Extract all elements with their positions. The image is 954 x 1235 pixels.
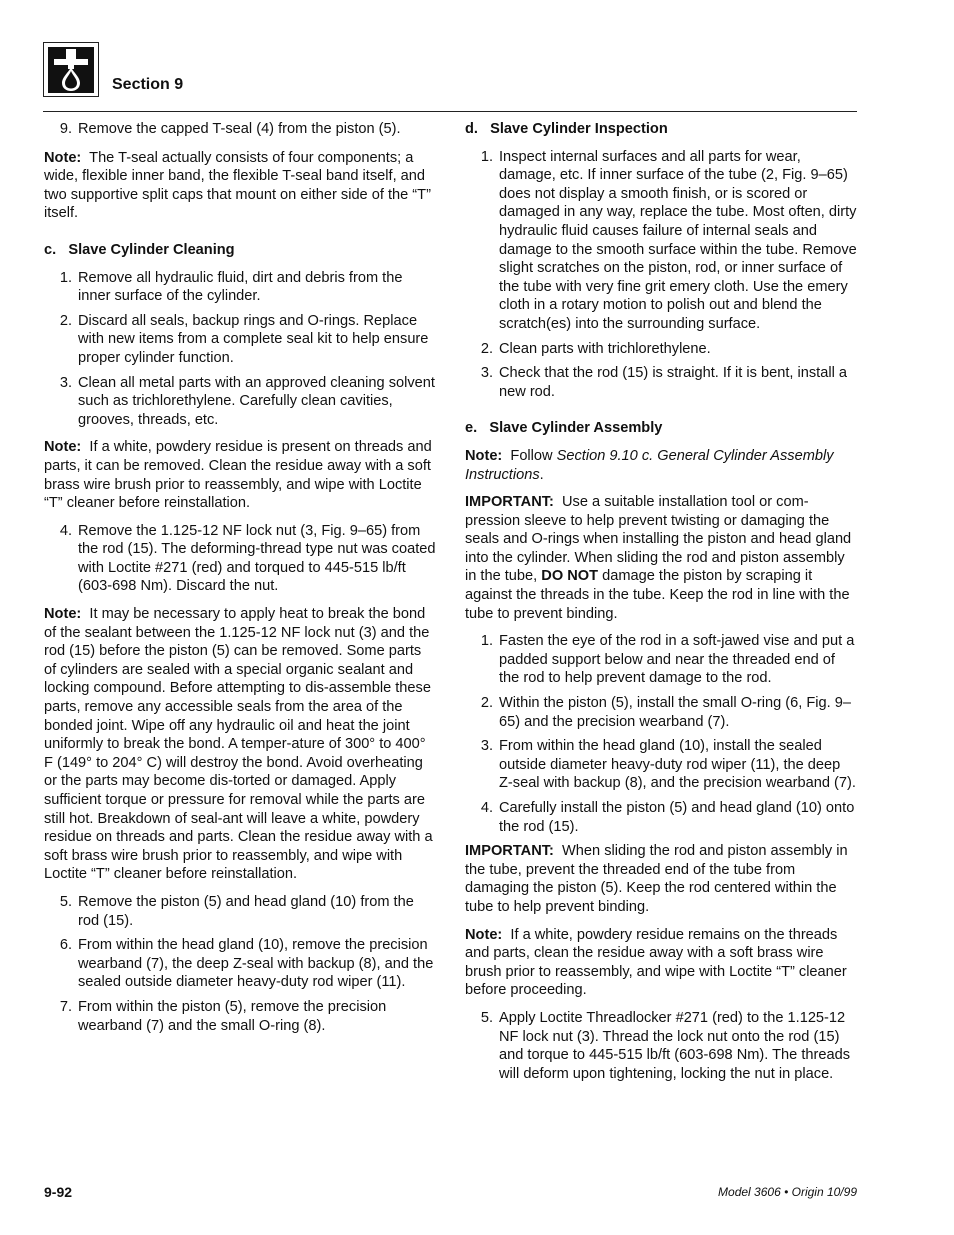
item-text: Clean parts with trichlorethylene.	[499, 340, 711, 357]
item-text: Fasten the eye of the rod in a soft-jawed vise and put a padded support below and near the threaded end of the rod to help prevent damage to the rod.	[499, 633, 855, 687]
important-label: IMPORTANT:	[465, 843, 554, 860]
right-column	[465, 120, 857, 1089]
list-item	[465, 799, 857, 836]
item-text: From within the head gland (10), install the sealed outside diameter heavy-duty rod wiper (11), the deep Z-seal with backup (8), and the precision wearband (7).	[499, 738, 856, 792]
section-title: Section 9	[112, 76, 184, 93]
note-label: Note:	[44, 439, 82, 456]
note-label: Note:	[465, 447, 503, 464]
section-heading-inspection: d. Slave Cylinder Inspection	[465, 121, 668, 137]
list-item	[465, 694, 857, 731]
note-end: .	[539, 466, 544, 483]
item-number: 5.	[480, 1009, 493, 1026]
list-item	[44, 998, 436, 1035]
list-item	[44, 374, 436, 430]
list-item	[465, 737, 857, 793]
important-text: damage the piston by scraping it against the threads in the tube. Keep the rod in line with the tube to prevent binding.	[465, 568, 850, 622]
do-not-emphasis: DO NOT	[541, 568, 599, 585]
item-number: 1.	[59, 269, 72, 286]
item-number: 9.	[59, 121, 72, 137]
left-column	[44, 120, 436, 1044]
removal-list	[44, 893, 436, 1035]
item-number: 4.	[59, 522, 72, 539]
note	[465, 926, 857, 1000]
item-number: 3.	[480, 365, 493, 382]
assembly-list	[465, 632, 857, 836]
note-label: Note:	[44, 149, 82, 166]
model-info: Model 3606 • Origin 10/99	[718, 1185, 857, 1199]
item-number: 2.	[480, 340, 493, 357]
list-item	[44, 936, 436, 992]
header-divider	[43, 111, 857, 112]
note-text: It may be necessary to apply heat to break the bond of the sealant between the 1.125-12 NF lock nut (3) and the rod (15) before the piston (5) can be removed. Some parts of cylinders are sealed with a special organic sealant and locking compound. Before attempting to dis-assemble these parts, remove any accessible seals from the area of the bonded joint. Wipe off any hydraulic oil and heat the joint uniformly to break the bond. A temper-ature of 300° to 400° F (149° to 204° C) will destroy the bond. Avoid overheating or the parts may become dis-torted or damaged. Apply sufficient torque or pressure for removal while the parts are still hot. Breakdown of seal-ant will leave a white, powdery residue on threads and parts. Clean the residue away with a soft brass wire brush prior to reassembly, and wipe with Loctite “T” cleaner before reinstallation.	[44, 606, 433, 883]
item-text: Inspect internal surfaces and all parts for wear, damage, etc. If inner surface of the tube (2, Fig. 9–65) does not display a smooth finish, or is scored or damaged in any way, replace the tube. Most often, dirty hydraulic fluid causes failure of internal seals and damage to the smooth surface within the tube. Remove slight scratches on the piston, rod, or inner surface of the tube with very fine grit emery cloth. Use the emery cloth in a rotary motion to polish out and blend the scratch(es) into the surrounding surface.	[499, 148, 857, 332]
item-number: 7.	[59, 998, 72, 1015]
item-text: Remove all hydraulic fluid, dirt and debris from the inner surface of the cylinder.	[78, 269, 403, 305]
item-text: Apply Loctite Threadlocker #271 (red) to the 1.125-12 NF lock nut (3). Thread the lock nut onto the rod (15) and torque to 445-515 lb/ft (603-698 Nm). The threads will deform upon tightening, locking the nut in place.	[499, 1009, 851, 1082]
section-heading-assembly: e. Slave Cylinder Assembly	[465, 420, 663, 437]
list-item	[44, 893, 436, 930]
list-item	[465, 632, 857, 688]
section-heading-cleaning: c. Slave Cylinder Cleaning	[44, 241, 235, 258]
item-text: Clean all metal parts with an approved cleaning solvent such as trichlorethylene. Carefully clean cavities, grooves, threads, etc.	[78, 374, 435, 428]
item-number: 1.	[480, 148, 493, 165]
list-item	[44, 312, 436, 368]
note-reference: Section 9.10 c. General Cylinder Assembly Instructions	[465, 447, 834, 483]
item-text: Check that the rod (15) is straight. If it is bent, install a new rod.	[499, 365, 847, 400]
list-item	[465, 340, 857, 359]
item-text: From within the piston (5), remove the precision wearband (7) and the small O-ring (8).	[78, 998, 387, 1034]
important-text: Use a suitable installation tool or com-pression sleeve to help prevent twisting or damaging the seals and O-rings when installing the piston and head gland into the cylinder. When sliding the rod and piston assembly in the tube,	[465, 494, 852, 585]
item-number: 3.	[59, 374, 72, 391]
note-label: Note:	[465, 926, 503, 943]
important-label: IMPORTANT:	[465, 494, 554, 511]
item-text: Carefully install the piston (5) and head gland (10) onto the rod (15).	[499, 800, 855, 835]
important-note	[465, 493, 857, 623]
item-number: 3.	[480, 738, 493, 755]
item-text: Remove the piston (5) and head gland (10) from the rod (15).	[78, 893, 414, 929]
item-number: 2.	[59, 312, 72, 329]
note-text: The T-seal actually consists of four components; a wide, flexible inner band, the flexible T-seal band itself, and two supportive split caps that mount on either side of the “T” itself.	[44, 149, 431, 222]
important-note	[465, 842, 857, 916]
item-text: Remove the 1.125-12 NF lock nut (3, Fig. 9–65) from the rod (15). The deforming-thread type nut was coated with Loctite #271 (red) and torqued to 445-515 lb/ft (603-698 Nm). Discard the nut.	[78, 522, 436, 595]
note	[44, 438, 436, 512]
list-item	[44, 522, 436, 596]
note	[44, 149, 436, 223]
note-label: Note:	[44, 606, 82, 623]
note	[44, 605, 436, 884]
hydraulic-fluid-icon	[43, 42, 99, 97]
item-text: From within the head gland (10), remove the precision wearband (7), the deep Z-seal with backup (8), and the sealed outside diameter heavy-duty rod wiper (11).	[78, 937, 434, 991]
note-text: If a white, powdery residue is present on threads and parts, it can be removed. Clean the residue away with a soft brass wire brush prior to reassembly, and wipe with Loctite “T” cleaner before reinstallation.	[44, 439, 432, 512]
list-item	[465, 364, 857, 401]
list-item	[44, 269, 436, 306]
note-text: Follow	[510, 447, 553, 464]
item-number: 6.	[59, 937, 72, 954]
inspection-list	[465, 148, 857, 402]
item-number: 5.	[59, 893, 72, 910]
note	[465, 447, 857, 484]
note-text: If a white, powdery residue remains on the threads and parts, clean the residue away with a soft brass wire brush prior to reassembly, and wipe with Loctite “T” cleaner before proceeding.	[465, 926, 847, 999]
item-number: 4.	[480, 800, 493, 816]
item-number: 2.	[480, 695, 493, 712]
item-text: Remove the capped T-seal (4) from the piston (5).	[78, 121, 401, 137]
list-item	[465, 1009, 857, 1083]
page-number: 9-92	[44, 1184, 73, 1200]
item-text: Within the piston (5), install the small O-ring (6, Fig. 9–65) and the precision wearband (7).	[499, 695, 852, 730]
item-number: 1.	[480, 633, 493, 650]
list-item	[44, 120, 436, 139]
cleaning-list	[44, 269, 436, 430]
item-text: Discard all seals, backup rings and O-rings. Replace with new items from a complete seal kit to help ensure proper cylinder function.	[78, 312, 429, 366]
important-text: When sliding the rod and piston assembly in the tube, prevent the threaded end of the tube from damaging the piston (5). Keep the rod centered within the tube to help prevent binding.	[465, 843, 848, 915]
list-item	[465, 148, 857, 334]
